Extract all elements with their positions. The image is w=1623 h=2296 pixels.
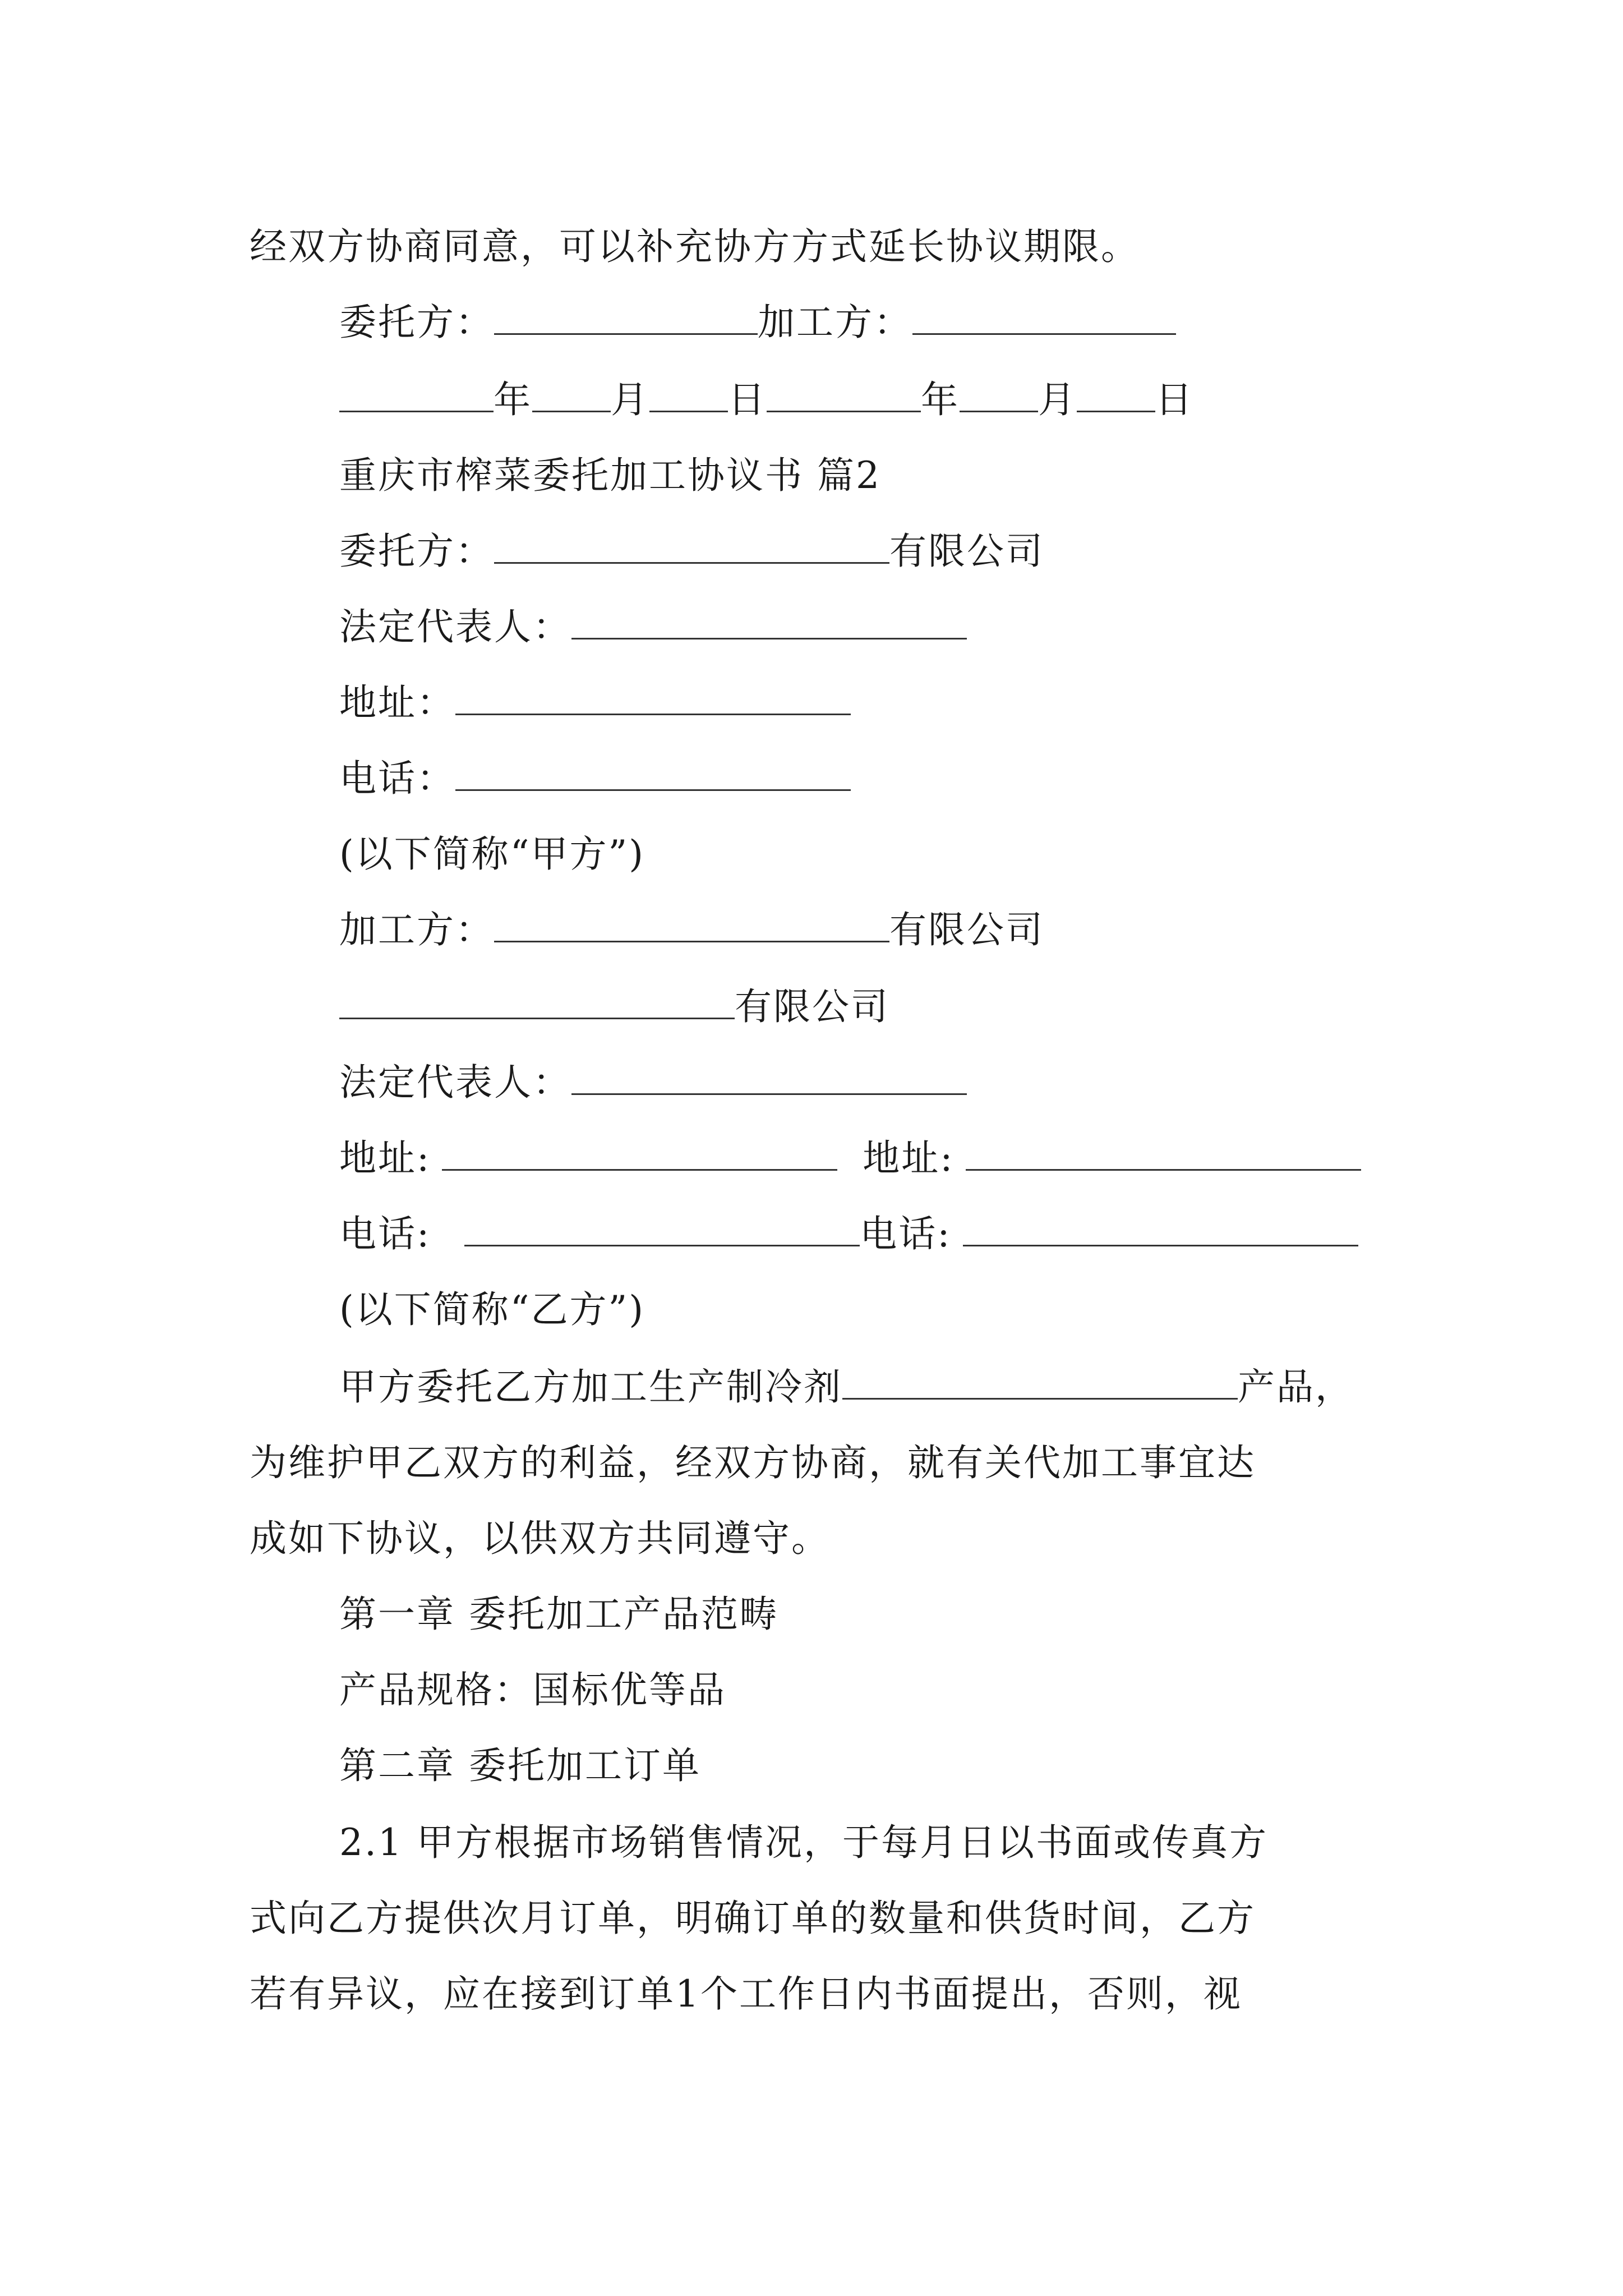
blank-field [494, 906, 889, 942]
label-text: 有限公司 [735, 985, 889, 1028]
section-title [339, 445, 881, 507]
text-line [339, 1659, 726, 1721]
blank-field [649, 376, 728, 412]
label-text: 法定代表人： [339, 605, 571, 648]
field-line [339, 596, 967, 658]
blank-field [960, 376, 1038, 412]
label-text: 有限公司 [889, 530, 1044, 573]
field-line [339, 1052, 967, 1114]
field-line [339, 672, 851, 734]
chapter-heading [339, 1584, 778, 1645]
label-text: 有限公司 [889, 908, 1044, 951]
date-unit: 月 [1038, 378, 1077, 421]
body-text: 成如下协议，以供双方共同遵守。 [250, 1517, 830, 1560]
label-text: 法定代表人： [339, 1061, 571, 1104]
label-text: 地址： [339, 681, 455, 724]
label-text: 电话: [860, 1212, 952, 1255]
field-line [339, 899, 1044, 961]
signature-line [339, 292, 1176, 353]
blank-field [455, 754, 851, 791]
label-text: 地址: [339, 1137, 431, 1180]
label-text: 电话: [339, 1212, 431, 1255]
text-line [250, 1508, 830, 1570]
blank-field [455, 679, 851, 715]
date-unit: 年 [921, 378, 960, 421]
blank-field [532, 376, 611, 412]
chapter-heading [339, 1735, 701, 1797]
body-text: 产品规格：国标优等品 [339, 1668, 726, 1711]
body-text: (以下简称“甲方”) [339, 832, 645, 876]
body-text: 为维护甲乙双方的利益，经双方协商，就有关代加工事宜达 [250, 1441, 1256, 1484]
date-unit: 日 [1155, 378, 1194, 421]
date-unit: 年 [494, 378, 532, 421]
blank-field [842, 1363, 1238, 1400]
label-text: 电话： [339, 757, 455, 800]
text-line [250, 1888, 1256, 1949]
text-line [339, 823, 645, 885]
body-text: 经双方协商同意，可以补充协方方式延长协议期限。 [250, 225, 1140, 268]
text-line [250, 1432, 1256, 1494]
body-text: 2.1 甲方根据市场销售情况，于每月日以书面或传真方 [339, 1821, 1268, 1864]
field-line [339, 1203, 1358, 1265]
field-line [339, 521, 1044, 582]
blank-field [571, 603, 967, 639]
body-text: 若有异议，应在接到订单1个工作日内书面提出，否则，视 [250, 1972, 1242, 2016]
text-line [339, 1356, 1354, 1418]
heading-text: 第一章 委托加工产品范畴 [339, 1593, 778, 1636]
blank-field [464, 1210, 860, 1246]
blank-field [494, 527, 889, 564]
label-text: 地址: [863, 1137, 955, 1180]
field-line [339, 748, 851, 809]
label-text: 委托方： [339, 530, 494, 573]
blank-field [442, 1134, 837, 1171]
heading-text: 第二章 委托加工订单 [339, 1744, 701, 1787]
body-text: 产品， [1238, 1365, 1354, 1409]
text-line [339, 1812, 1268, 1874]
blank-field [494, 298, 758, 335]
label-text: 委托方： [339, 301, 494, 344]
blank-field [339, 983, 735, 1019]
text-line [250, 216, 1140, 278]
blank-field [912, 298, 1176, 335]
blank-field [339, 376, 494, 412]
field-line [339, 976, 889, 1038]
body-text: 式向乙方提供次月订单，明确订单的数量和供货时间，乙方 [250, 1897, 1256, 1940]
blank-field [1077, 376, 1155, 412]
title-text: 重庆市榨菜委托加工协议书 篇2 [339, 454, 881, 497]
text-line [339, 1279, 645, 1341]
date-line [339, 369, 1194, 431]
blank-field [767, 376, 921, 412]
field-line [339, 1128, 1361, 1189]
text-line [250, 1963, 1242, 2025]
body-text: 甲方委托乙方加工生产制冷剂 [339, 1365, 842, 1409]
label-text: 加工方： [758, 301, 912, 344]
blank-field [571, 1059, 967, 1095]
date-unit: 日 [728, 378, 767, 421]
blank-field [963, 1210, 1358, 1246]
body-text: (以下简称“乙方”) [339, 1288, 645, 1331]
blank-field [966, 1134, 1361, 1171]
date-unit: 月 [611, 378, 649, 421]
label-text: 加工方： [339, 908, 494, 951]
